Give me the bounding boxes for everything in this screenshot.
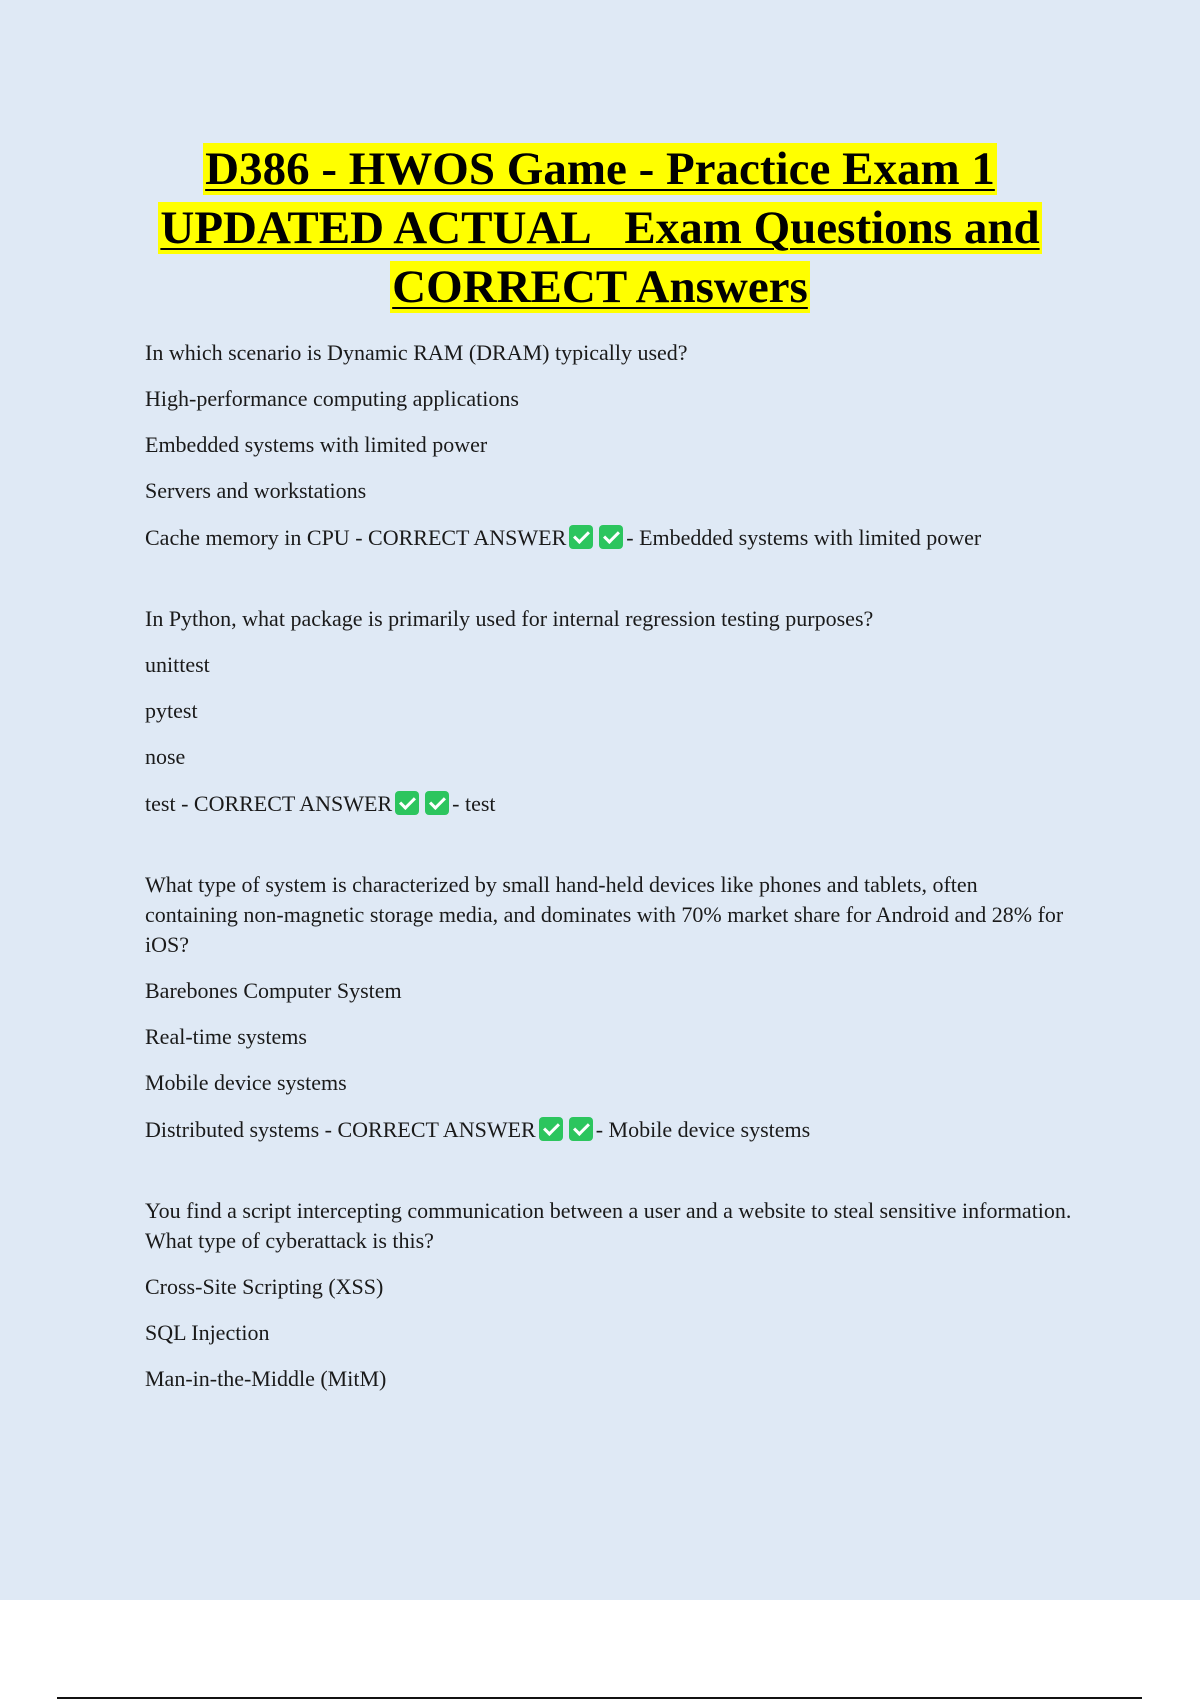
answer-option: Man-in-the-Middle (MitM) [145,1366,387,1391]
check-square-icon [569,525,593,549]
correct-answer-text: - test [452,791,496,816]
title-line-1: D386 - HWOS Game - Practice Exam 1 [205,143,995,195]
title-line-2: UPDATED ACTUAL Exam Questions and [160,202,1040,254]
answer-option: unittest [145,652,210,677]
correct-answer-text: - Mobile device systems [595,1117,811,1142]
answer-option: Embedded systems with limited power [145,432,488,457]
answer-option: High-performance computing applications [145,386,519,411]
question-4 [145,1196,1075,1394]
question-1 [145,338,1075,554]
answer-option: Distributed systems [145,1117,320,1142]
question-stem: In which scenario is Dynamic RAM (DRAM) typically used? [145,340,688,365]
correct-answer-line [145,522,1075,554]
correct-answer-marker: - CORRECT ANSWER [324,1117,536,1142]
question-stem: In Python, what package is primarily used for internal regression testing purposes? [145,606,874,631]
question-2 [145,604,1075,820]
question-stem: What type of system is characterized by small hand-held devices like phones and tablets, often containing non-magnetic storage media, and dominates with 70% market share for Android and 28% for iOS? [145,872,1064,957]
answer-option: Cross-Site Scripting (XSS) [145,1274,384,1299]
correct-answer-marker: - CORRECT ANSWER [355,525,567,550]
answer-option: Cache memory in CPU [145,525,350,550]
check-square-icon [395,791,419,815]
answer-option: nose [145,744,186,769]
answer-option: pytest [145,698,198,723]
answer-option: SQL Injection [145,1320,270,1345]
answer-option: test [145,791,176,816]
check-square-icon [599,525,623,549]
check-square-icon [539,1117,563,1141]
answer-option: Mobile device systems [145,1070,347,1095]
document-title [0,140,1200,317]
check-square-icon [569,1117,593,1141]
correct-answer-text: - Embedded systems with limited power [626,525,982,550]
answer-option: Real-time systems [145,1024,307,1049]
question-list [145,338,1075,1410]
footer-divider [57,1697,1142,1699]
answer-option: Barebones Computer System [145,978,402,1003]
check-square-icon [425,791,449,815]
correct-answer-marker: - CORRECT ANSWER [181,791,393,816]
correct-answer-line [145,1114,1075,1146]
correct-answer-line [145,788,1075,820]
answer-option: Servers and workstations [145,478,367,503]
title-line-3: CORRECT Answers [392,261,808,313]
question-3 [145,870,1075,1146]
question-stem: You find a script intercepting communication between a user and a website to steal sensitive information. What type of cyberattack is this? [145,1198,1072,1253]
